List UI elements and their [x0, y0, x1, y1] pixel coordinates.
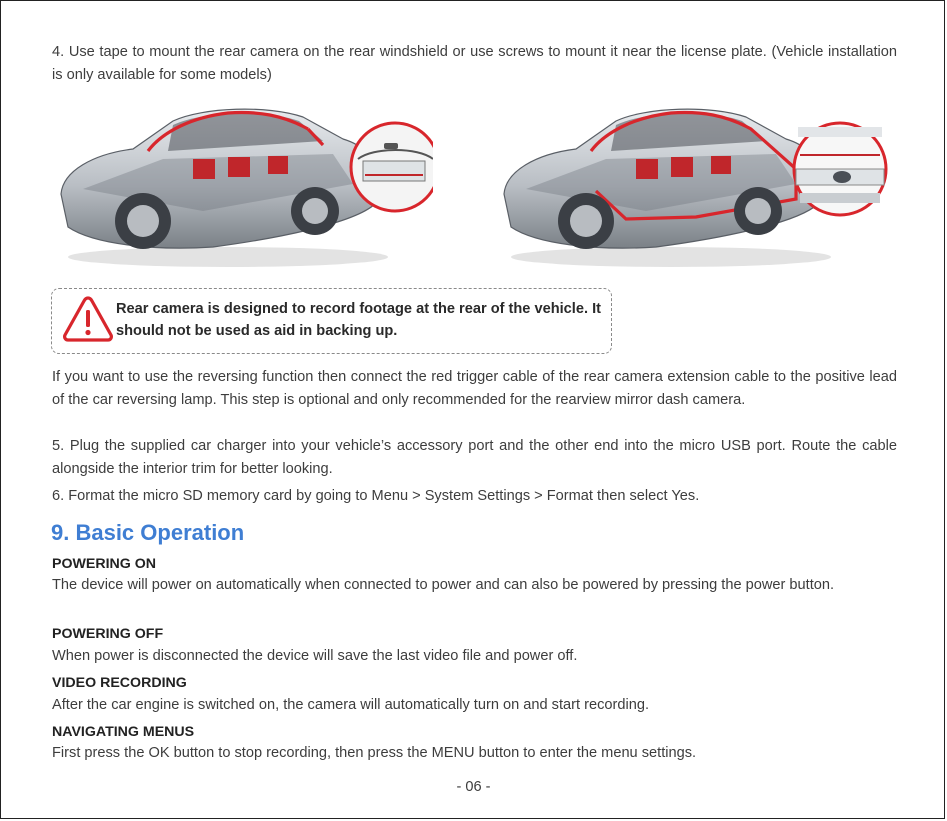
step-4-text: 4. Use tape to mount the rear camera on the rear windshield or use screws to mount it near the license plate. (Vehicle installation is only available for some models) — [52, 44, 897, 83]
powering-on-text: The device will power on automatically when connected to power and can also be powered by pressing the power button. — [52, 577, 835, 593]
step-5-text: 5. Plug the supplied car charger into your vehicle’s accessory port and the other end into the micro USB port. Route the cable alongside the interior trim for better looking. — [52, 438, 897, 477]
video-recording-text: After the car engine is switched on, the camera will automatically turn on and start recording. — [52, 697, 650, 713]
heading-video-recording: VIDEO RECORDING — [52, 675, 187, 691]
navigating-menus-text: First press the OK button to stop recording, then press the MENU button to enter the menu settings. — [52, 745, 697, 761]
warning-box — [51, 288, 612, 354]
step-6-text: 6. Format the micro SD memory card by going to Menu > System Settings > Format then select Yes. — [52, 488, 700, 504]
powering-off-text: When power is disconnected the device will save the last video file and power off. — [52, 648, 578, 664]
heading-powering-on: POWERING ON — [52, 556, 157, 572]
reversing-function-text: If you want to use the reversing function then connect the red trigger cable of the rear camera extension cable to the positive lead of the car reversing lamp. This step is optional and only recommended for the rearview mirror dash camera. — [52, 369, 897, 408]
page-number: - 06 - — [456, 779, 491, 795]
warning-text: Rear camera is designed to record footage at the rear of the vehicle. It should not be used as aid in backing up. — [116, 301, 601, 339]
heading-powering-off: POWERING OFF — [52, 626, 164, 642]
warning-triangle-icon — [62, 295, 114, 343]
car-illustration-license-plate — [496, 99, 888, 271]
car-illustration-rear-windshield — [53, 99, 433, 271]
section-title: 9. Basic Operation — [51, 520, 245, 545]
heading-navigating-menus: NAVIGATING MENUS — [52, 724, 195, 740]
